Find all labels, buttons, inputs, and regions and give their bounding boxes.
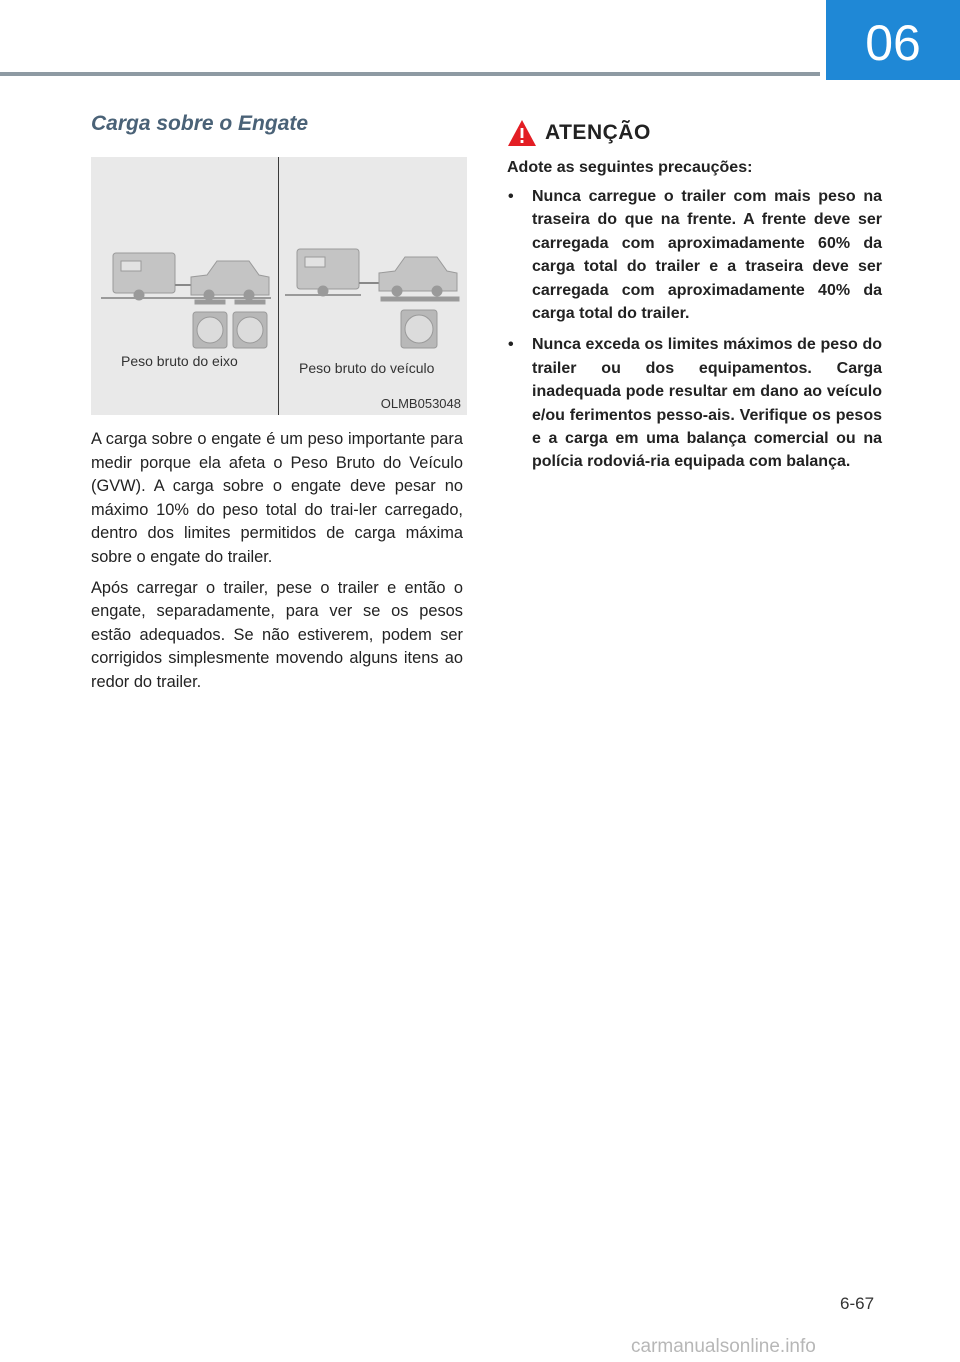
body-text <box>91 428 463 702</box>
watermark: carmanualsonline.info <box>631 1336 816 1357</box>
vehicle-weight-label: Peso bruto do veículo <box>299 360 435 376</box>
header-rule <box>0 72 820 76</box>
warning-intro: Adote as seguintes precauções: <box>507 159 753 176</box>
section-title: Carga sobre o Engate <box>91 112 309 135</box>
warning-triangle-icon <box>507 119 537 147</box>
warning-item: • Nunca exceda os limites máximos de peso do trailer ou dos equipamentos. Carga inadequada pode resultar em dano ao veículo e/ou ferimentos pesso-ais. Verifique os pesos e a carga em uma balança comercial ou na polícia rodoviá-ria equipada com balança. <box>507 333 882 473</box>
figure-code: OLMB053048 <box>380 396 461 411</box>
trailer-right <box>297 249 359 289</box>
car-left <box>191 261 269 295</box>
body-paragraph: A carga sobre o engate é um peso importante para medir porque ela afeta o Peso Bruto do Veículo (GVW). A carga sobre o engate deve pesar no máximo 10% do peso total do trai-ler carregado, dentro dos limites permitidos de carga máxima sobre o engate do trailer. <box>91 430 463 566</box>
warning-title: ATENÇÃO <box>545 121 651 144</box>
body-paragraph: Após carregar o trailer, pese o trailer e então o engate, separadamente, para ver se os pesos estão adequados. Se não estiverem, podem ser corrigidos simplesmente movendo alguns itens ao redor do trailer. <box>91 578 463 691</box>
figure-divider <box>278 157 279 415</box>
trailer-scale-illustration <box>91 157 467 415</box>
axle-weight-label: Peso bruto do eixo <box>121 353 238 369</box>
warning-item: • Nunca carregue o trailer com mais peso na traseira do que na frente. A frente deve ser carregada com aproximadamente 60% da carga total do trailer e a traseira deve ser carregada com aproximadamente 40% da carga total do trailer. <box>507 185 882 325</box>
hitch-weight-figure <box>91 157 467 415</box>
chapter-tab: 06 <box>826 0 960 80</box>
trailer-left <box>113 253 175 293</box>
page-number: 6-67 <box>840 1294 875 1313</box>
warning-box <box>507 115 882 482</box>
car-right <box>379 257 457 291</box>
warning-list <box>507 185 882 474</box>
